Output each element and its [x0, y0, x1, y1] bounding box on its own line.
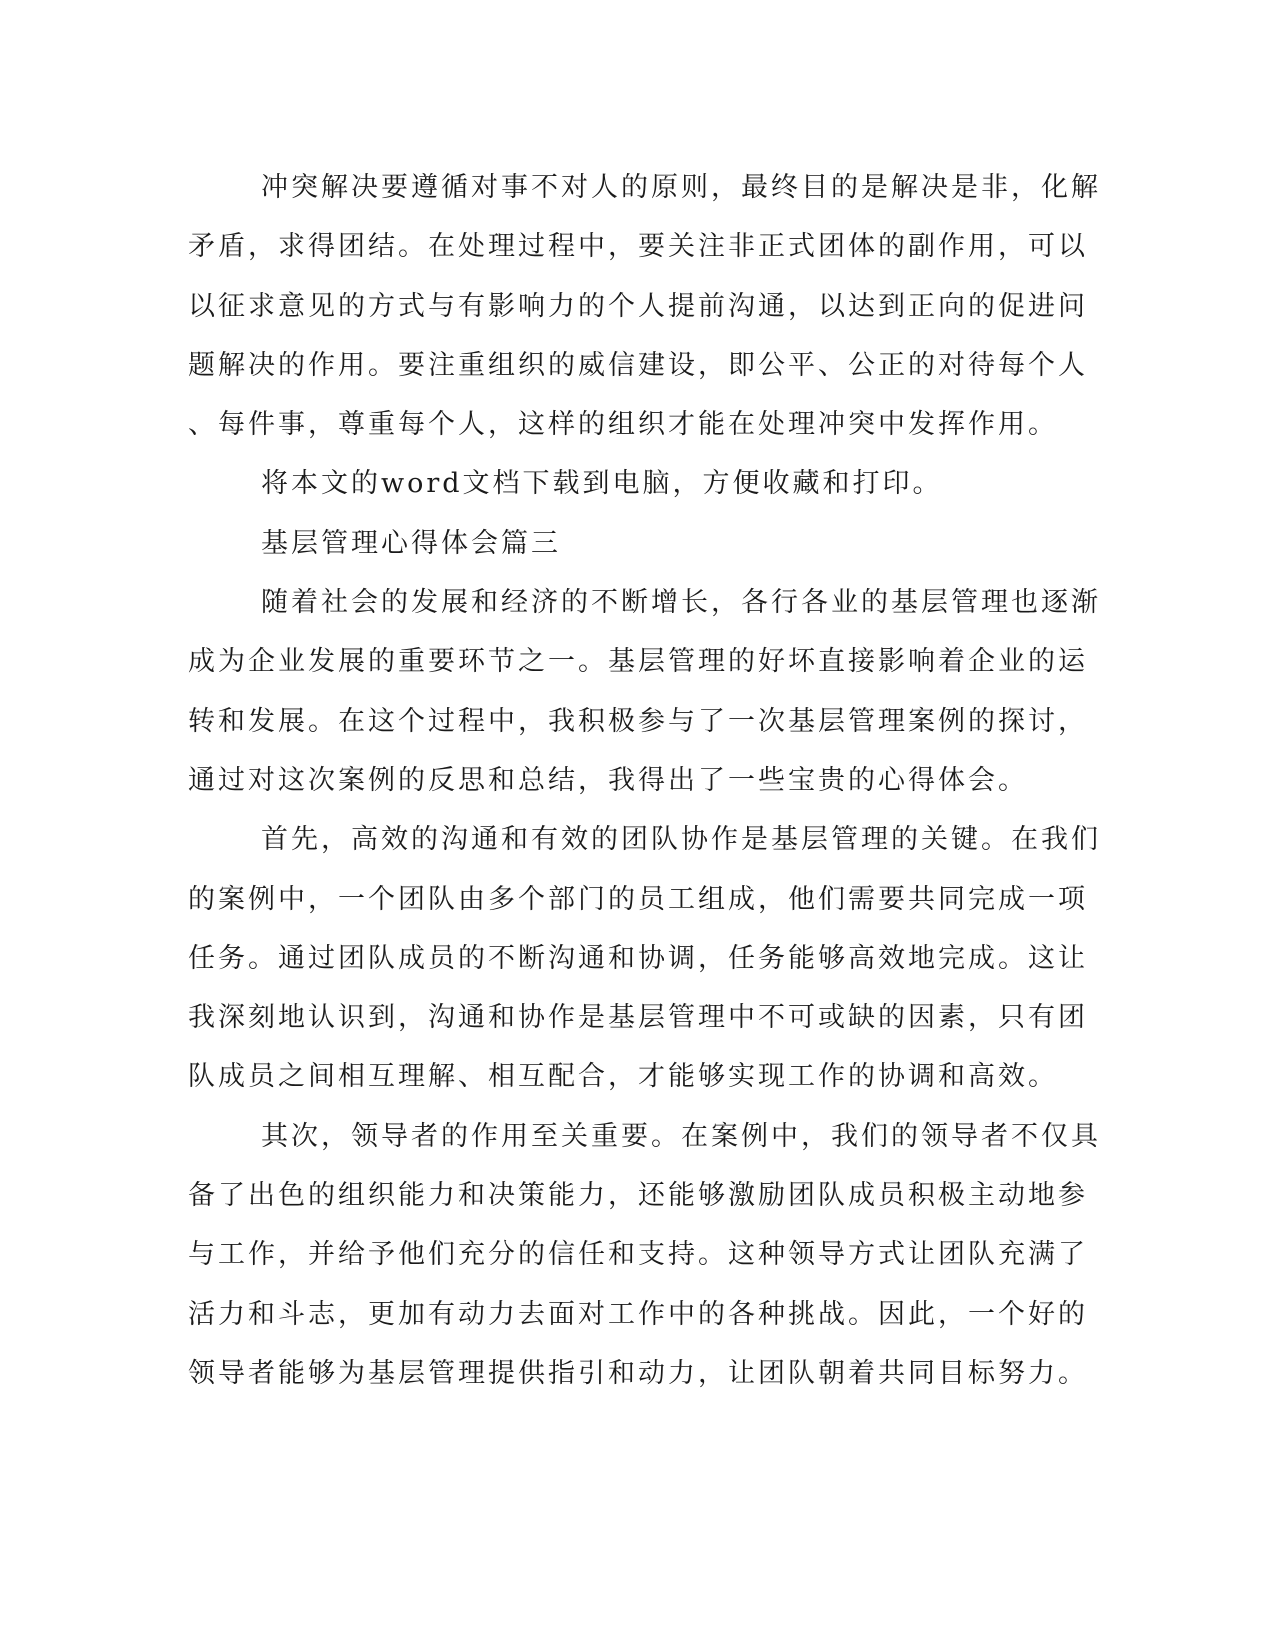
- paragraph-line: 我深刻地认识到，沟通和协作是基层管理中不可或缺的因素，只有团: [188, 1002, 1088, 1034]
- paragraph-line: 、每件事，尊重每个人，这样的组织才能在处理冲突中发挥作用。: [188, 409, 1058, 441]
- paragraph-line: 队成员之间相互理解、相互配合，才能够实现工作的协调和高效。: [188, 1061, 1058, 1093]
- paragraph-line: 首先，高效的沟通和有效的团队协作是基层管理的关键。在我们: [261, 824, 1101, 856]
- paragraph-line: 以征求意见的方式与有影响力的个人提前沟通，以达到正向的促进问: [188, 290, 1088, 322]
- paragraph-line: 题解决的作用。要注重组织的威信建设，即公平、公正的对待每个人: [188, 349, 1088, 381]
- paragraph-line: 通过对这次案例的反思和总结，我得出了一些宝贵的心得体会。: [188, 764, 1028, 796]
- document-body: [188, 158, 1101, 1403]
- paragraph-line: 领导者能够为基层管理提供指引和动力，让团队朝着共同目标努力。: [188, 1357, 1088, 1389]
- paragraph-line: 成为企业发展的重要环节之一。基层管理的好坏直接影响着企业的运: [188, 646, 1088, 678]
- paragraph-line: 任务。通过团队成员的不断沟通和协调，任务能够高效地完成。这让: [188, 942, 1088, 974]
- section-heading: 基层管理心得体会篇三: [261, 527, 561, 559]
- paragraph-line: 冲突解决要遵循对事不对人的原则，最终目的是解决是非，化解: [261, 172, 1101, 203]
- paragraph-line: 活力和斗志，更加有动力去面对工作中的各种挑战。因此，一个好的: [188, 1298, 1088, 1330]
- paragraph-line: 矛盾，求得团结。在处理过程中，要关注非正式团体的副作用，可以: [188, 231, 1088, 263]
- paragraph-line: 其次，领导者的作用至关重要。在案例中，我们的领导者不仅具: [261, 1120, 1101, 1152]
- paragraph-line: 与工作，并给予他们充分的信任和支持。这种领导方式让团队充满了: [188, 1239, 1088, 1271]
- download-note: 将本文的word文档下载到电脑，方便收藏和打印。: [261, 468, 943, 500]
- paragraph-line: 备了出色的组织能力和决策能力，还能够激励团队成员积极主动地参: [188, 1180, 1088, 1212]
- paragraph-line: 随着社会的发展和经济的不断增长，各行各业的基层管理也逐渐: [261, 587, 1101, 619]
- paragraph-line: 的案例中，一个团队由多个部门的员工组成，他们需要共同完成一项: [188, 883, 1088, 915]
- paragraph-line: 转和发展。在这个过程中，我积极参与了一次基层管理案例的探讨，: [188, 705, 1088, 737]
